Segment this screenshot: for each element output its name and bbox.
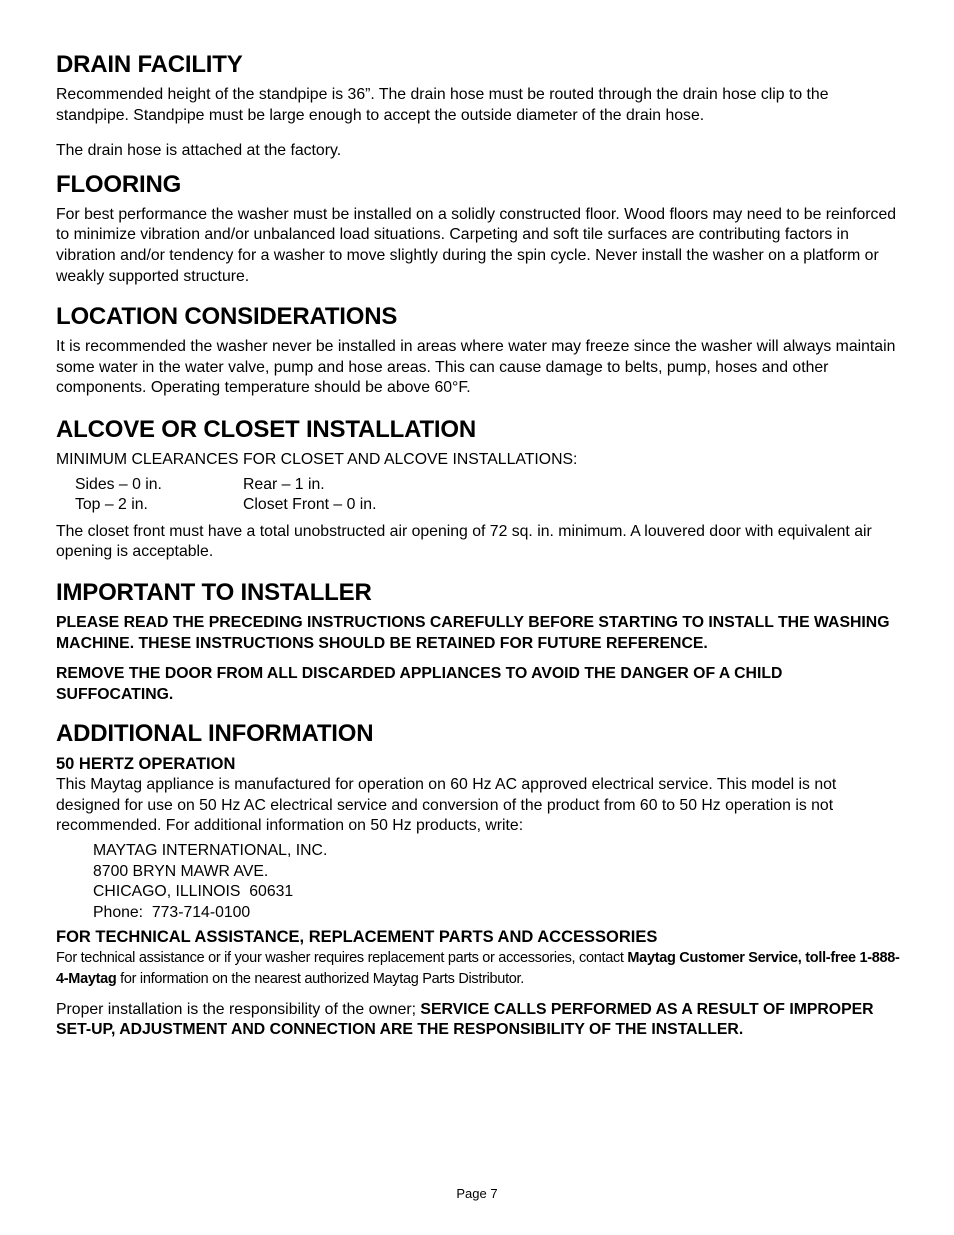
address-line: 8700 BRYN MAWR AVE. [93,862,269,880]
drain-facility-section [56,50,901,162]
clearance-closet-front: Closet Front – 0 in. [243,496,377,514]
important-section [56,578,901,705]
paragraph: It is recommended the washer never be installed in areas where water may freeze since the washer will always maintain some water in the water valve, pump and hose areas. This can cause damage to belts, pump, hoses and other components. Operating temperature should be above 60°F. [56,338,896,397]
section-heading: ALCOVE OR CLOSET INSTALLATION [56,415,476,443]
warning-paragraph: PLEASE READ THE PRECEDING INSTRUCTIONS CAREFULLY BEFORE STARTING TO INSTALL THE WASHING MACHINE. THESE INSTRUCTIONS SHOULD BE RETAINED FOR FUTURE REFERENCE. [56,613,890,652]
document-page [56,50,901,1041]
responsibility-notice: SERVICE CALLS PERFORMED AS A RESULT OF IMPROPER SET-UP, ADJUSTMENT AND CONNECTION ARE THE RESPONSIBILITY OF THE INSTALLER. [56,1000,874,1039]
mailing-address [93,841,901,923]
paragraph: The drain hose is attached at the factory. [56,142,342,160]
alcove-section [56,415,901,563]
paragraph: MINIMUM CLEARANCES FOR CLOSET AND ALCOVE INSTALLATIONS: [56,450,578,468]
paragraph: Recommended height of the standpipe is 36”. The drain hose must be routed through the drain hose clip to the standpipe. Standpipe must be large enough to accept the outside diameter of the drain hose. [56,86,829,124]
subheading: 50 HERTZ OPERATION [56,755,236,774]
section-heading: FLOORING [56,170,182,198]
paragraph: For best performance the washer must be installed on a solidly constructed floor. Wood floors may need to be reinforced to minimize vibration and/or unbalanced load situations. Carpeting and soft tile surfaces are contributing factors in vibration and/or tendency for a washer to move slightly during the spin cycle. Never install the washer on a platform or weakly supported structure. [56,205,897,285]
subheading: FOR TECHNICAL ASSISTANCE, REPLACEMENT PARTS AND ACCESSORIES [56,928,658,947]
section-heading: IMPORTANT TO INSTALLER [56,578,372,606]
additional-section [56,719,901,1041]
address-line: Phone: 773-714-0100 [93,903,251,921]
clearance-top: Top – 2 in. [75,496,148,514]
page-number: Page 7 [456,1186,498,1201]
clearance-sides: Sides – 0 in. [75,475,162,493]
contact-info: Maytag Customer Service, toll-free 1-888-4-Maytag [56,950,900,988]
clearances-table [75,475,901,516]
paragraph: The closet front must have a total unobstructed air opening of 72 sq. in. minimum. A louvered door with equivalent air opening is acceptable. [56,522,872,561]
location-section [56,302,901,399]
paragraph [56,1000,901,1041]
section-heading: LOCATION CONSIDERATIONS [56,303,398,331]
text-run: Proper installation is the responsibility of the owner; [56,1000,421,1018]
address-line: MAYTAG INTERNATIONAL, INC. [93,842,328,860]
paragraph: This Maytag appliance is manufactured for operation on 60 Hz AC approved electrical service. This model is not designed for use on 50 Hz AC electrical service and conversion of the product from 60 to 50 Hz operation is not recommended. For additional information on 50 Hz products, write: [56,776,837,835]
paragraph [56,948,901,989]
flooring-section [56,170,901,287]
section-heading: ADDITIONAL INFORMATION [56,720,374,748]
text-run: for information on the nearest authorized Maytag Parts Distributor. [116,971,525,988]
text-run: For technical assistance or if your washer requires replacement parts or accessories, contact [56,950,628,967]
section-heading: DRAIN FACILITY [56,51,243,78]
warning-paragraph: REMOVE THE DOOR FROM ALL DISCARDED APPLIANCES TO AVOID THE DANGER OF A CHILD SUFFOCATING. [56,665,783,703]
clearance-rear: Rear – 1 in. [243,475,325,493]
address-line: CHICAGO, ILLINOIS 60631 [93,883,294,901]
